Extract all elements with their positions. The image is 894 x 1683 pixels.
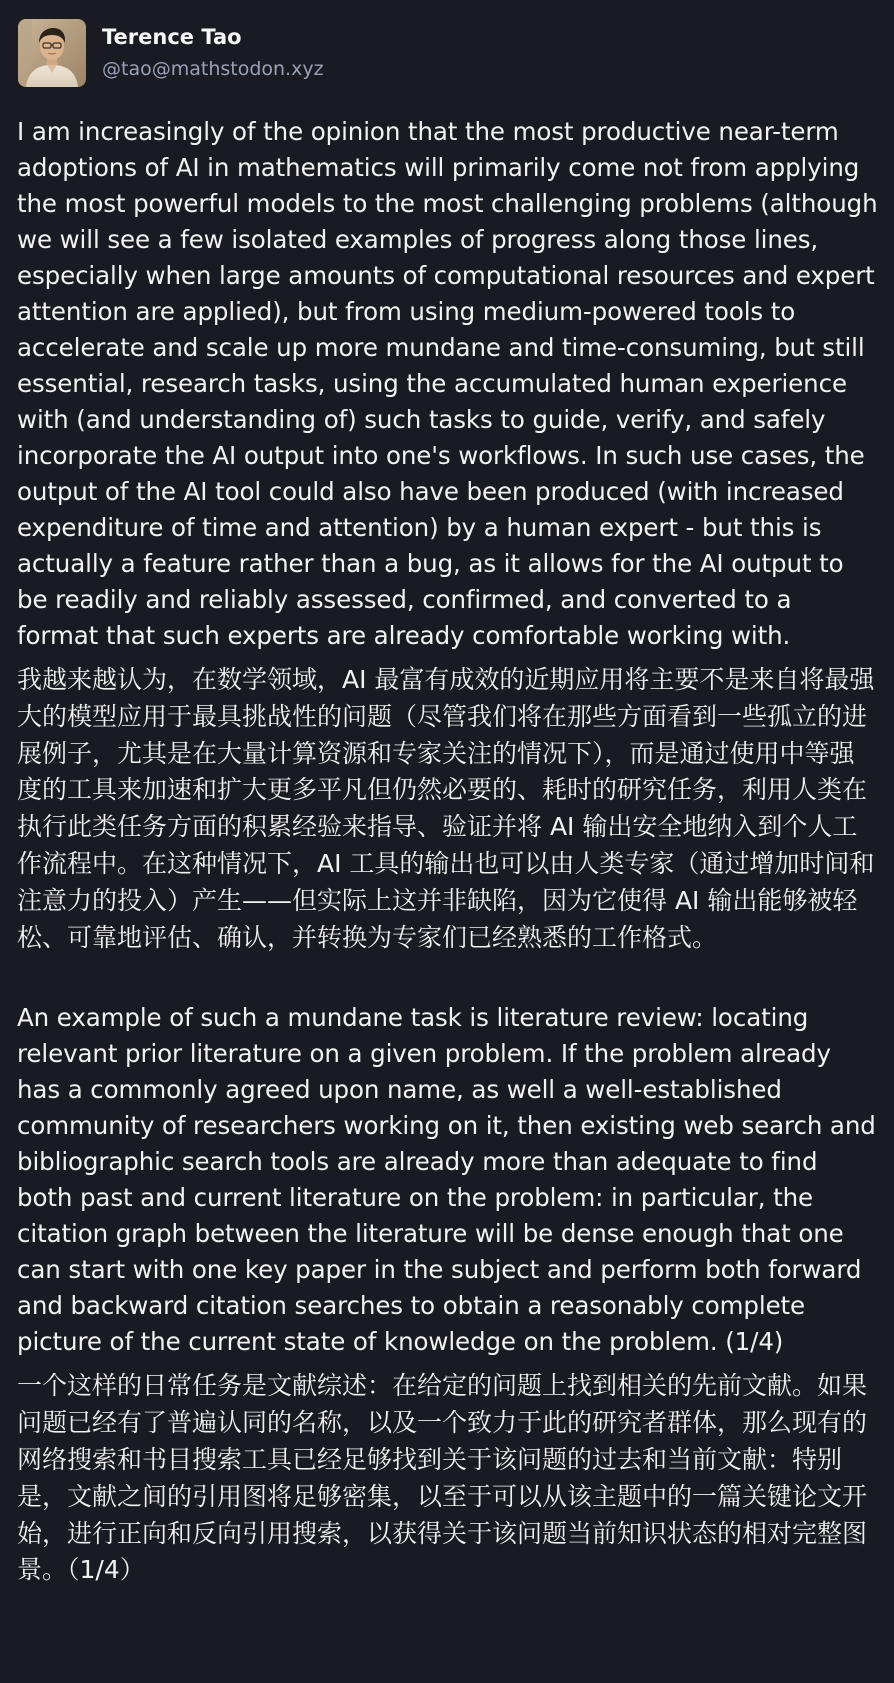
post-content [17, 114, 879, 1589]
author-block [102, 23, 324, 83]
author-handle[interactable]: @tao@mathstodon.xyz [102, 58, 324, 80]
spacer [17, 1360, 879, 1368]
spacer [17, 956, 879, 1000]
post-paragraph-1-en: I am increasingly of the opinion that the most productive near-term adoptions of AI in mathematics will primarily come not from applying the most powerful models to the most challenging problems (although we will see a few isolated examples of progress along those lines, especially when large amounts of computational resources and expert attention are applied), but from using medium-powered tools to accelerate and scale up more mundane and time-consuming, but still essential, research tasks, using the accumulated human experience with (and understanding of) such tasks to guide, verify, and safely incorporate the AI output into one's workflows. In such use cases, the output of the AI tool could also have been produced (with increased expenditure of time and attention) by a human expert - but this is actually a feature rather than a bug, as it allows for the AI output to be readily and reliably assessed, confirmed, and converted to a format that such experts are already comfortable working with. [17, 117, 878, 650]
avatar-photo-icon [18, 19, 86, 87]
post-paragraph-2-en: An example of such a mundane task is literature review: locating relevant prior literature on a given problem. If the problem already has a commonly agreed upon name, as well a well-established community of researchers working on it, then existing web search and bibliographic search tools are already more than adequate to find both past and current literature on the problem: in particular, the citation graph between the literature will be dense enough that one can start with one key paper in the subject and perform both forward and backward citation searches to obtain a reasonably complete picture of the current state of knowledge on the problem. (1/4) [17, 1003, 876, 1357]
post-paragraph-1-zh: 我越来越认为，在数学领域，AI 最富有成效的近期应用将主要不是来自将最强大的模型应用于最具挑战性的问题（尽管我们将在那些方面看到一些孤立的进展例子，尤其是在大量计算资源和专家关注的情况下），而是通过使用中等强度的工具来加速和扩大更多平凡但仍然必要的、耗时的研究任务，利用人类在执行此类任务方面的积累经验来指导、验证并将 AI 输出安全地纳入到个人工作流程中。在这种情况下，AI 工具的输出也可以由人类专家（通过增加时间和注意力的投入）产生——但实际上这并非缺陷，因为它使得 AI 输出能够被轻松、可靠地评估、确认，并转换为专家们已经熟悉的工作格式。 [17, 665, 875, 952]
author-display-name[interactable]: Terence Tao [102, 25, 242, 49]
avatar[interactable] [18, 19, 86, 87]
post-header [18, 18, 324, 88]
post-paragraph-2-zh: 一个这样的日常任务是文献综述：在给定的问题上找到相关的先前文献。如果问题已经有了普遍认同的名称，以及一个致力于此的研究者群体，那么现有的网络搜索和书目搜索工具已经足够找到关于该问题的过去和当前文献：特别是，文献之间的引用图将足够密集，以至于可以从该主题中的一篇关键论文开始，进行正向和反向引用搜索，以获得关于该问题当前知识状态的相对完整图景。（1/4） [17, 1371, 868, 1585]
spacer [17, 654, 879, 662]
